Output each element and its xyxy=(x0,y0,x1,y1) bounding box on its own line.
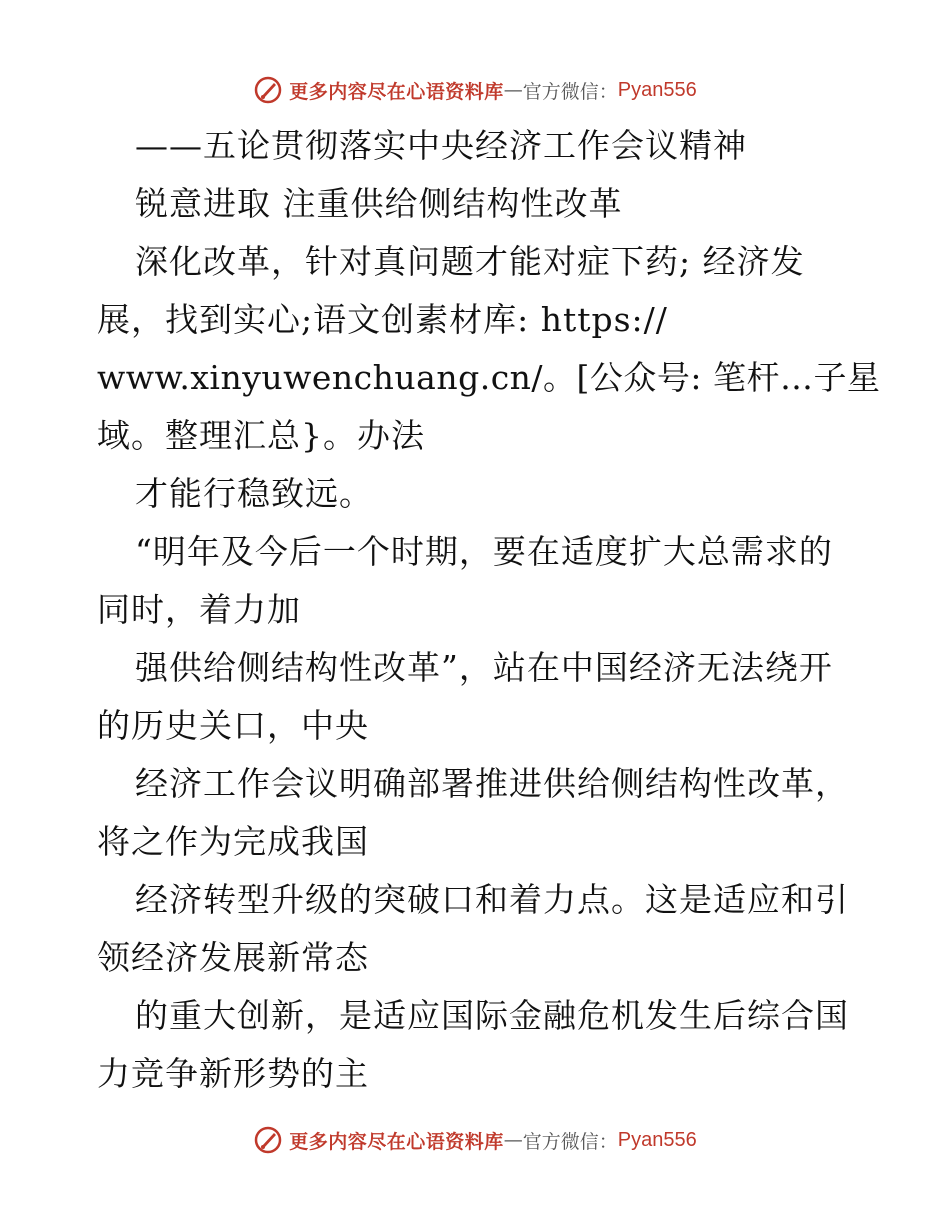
text-line: 力竞争新形势的主 xyxy=(97,1054,369,1093)
quill-logo-icon xyxy=(253,75,283,105)
document-body xyxy=(97,117,881,1103)
text-line: 才能行稳致远。 xyxy=(135,474,373,513)
text-line: 经济转型升级的突破口和着力点。这是适应和引 xyxy=(135,880,849,919)
wechat-label: 官方微信： xyxy=(522,1130,618,1153)
text-line: 深化改革，针对真问题才能对症下药; 经济发 xyxy=(135,242,805,281)
text-line: 的重大创新，是适应国际金融危机发生后综合国 xyxy=(135,996,849,1035)
banner-dash: — xyxy=(503,1129,523,1151)
wechat-id: Pyan556 xyxy=(617,1128,697,1151)
text-line: 锐意进取 注重供给侧结构性改革 xyxy=(135,184,623,223)
text-line: 域。整理汇总}。办法 xyxy=(97,416,425,455)
text-line: www.xinyuwenchuang.cn/。[公众号: 笔杆…子星 xyxy=(97,358,881,397)
text-line: “明年及今后一个时期，要在适度扩大总需求的 xyxy=(135,532,833,571)
header-banner xyxy=(0,70,950,110)
text-line: 将之作为完成我国 xyxy=(97,822,369,861)
wechat-label: 官方微信： xyxy=(522,80,618,103)
text-line: 的历史关口，中央 xyxy=(97,706,369,745)
footer-banner xyxy=(0,1120,950,1160)
site-label: 更多内容尽在心语资料库 xyxy=(289,80,504,103)
text-line: 展，找到实心;语文创素材库: https:// xyxy=(97,300,668,339)
text-line: 同时，着力加 xyxy=(97,590,301,629)
quill-logo-icon xyxy=(253,1125,283,1155)
banner-dash: — xyxy=(503,79,523,101)
site-label: 更多内容尽在心语资料库 xyxy=(289,1130,504,1153)
text-line: 领经济发展新常态 xyxy=(97,938,369,977)
text-line: 强供给侧结构性改革”，站在中国经济无法绕开 xyxy=(135,648,833,687)
text-line: 经济工作会议明确部署推进供给侧结构性改革， xyxy=(135,764,849,803)
text-line: ——五论贯彻落实中央经济工作会议精神 xyxy=(135,126,747,165)
wechat-id: Pyan556 xyxy=(617,78,697,101)
